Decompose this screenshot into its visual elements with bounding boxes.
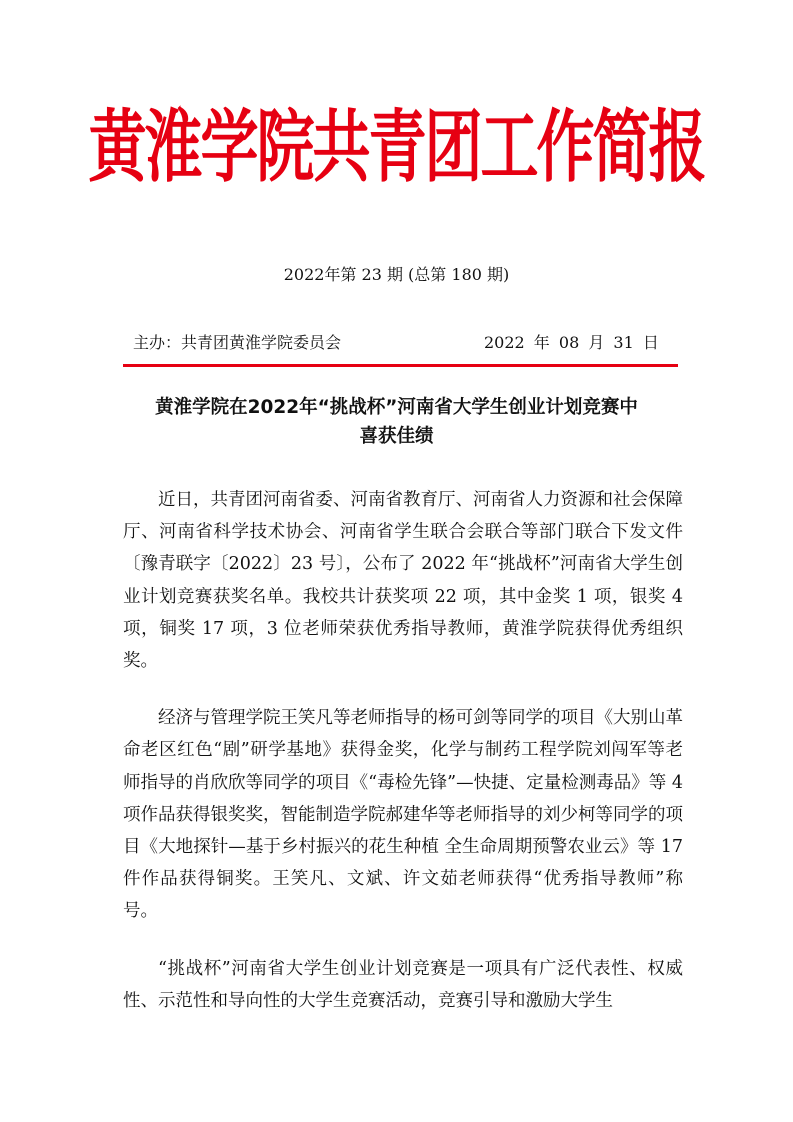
body-paragraph: “挑战杯”河南省大学生创业计划竞赛是一项具有广泛代表性、权威性、示范性和导向性的大学生竞赛活动，竞赛引导和激励大学生 <box>123 958 683 1011</box>
publish-date: 2022 年 08 月 31 日 <box>484 333 659 352</box>
sponsor-line: 主办：共青团黄淮学院委员会 <box>133 333 342 352</box>
article-headline <box>110 393 683 451</box>
article-body <box>123 484 683 1042</box>
masthead-title: 黄淮学院共青团工作简报 <box>88 101 705 194</box>
issue-number: 2022年第 23 期 (总第 180 期) <box>283 265 510 284</box>
header-divider <box>123 364 678 367</box>
headline-line-2: 喜获佳绩 <box>359 426 434 447</box>
body-paragraph: 经济与管理学院王笑凡等老师指导的杨可剑等同学的项目《大别山革命老区红色“剧”研学基地》获得金奖，化学与制药工程学院刘闯军等老师指导的肖欣欣等同学的项目《“毒检先锋”—快捷、定量检测毒品》等 4 项作品获得银奖奖，智能制造学院郝建华等老师指导的刘少柯等同学的项目《大地探针—基于乡村振兴的花生种植 全生命周期预警农业云》等 17 件作品获得铜奖。王笑凡、文斌、许文茹老师获得“优秀指导教师”称号。 <box>123 708 683 922</box>
headline-line-1: 黄淮学院在2022年“挑战杯”河南省大学生创业计划竞赛中 <box>155 397 638 418</box>
body-paragraph: 近日，共青团河南省委、河南省教育厅、河南省人力资源和社会保障厅、河南省科学技术协会、河南省学生联合会联合等部门联合下发文件〔豫青联字〔2022〕23 号〕，公布了 2022 年“挑战杯”河南省大学生创业计划竞赛获奖名单。我校共计获奖项 22 项，其中金奖 1 项，银奖 4 项，铜奖 17 项，3 位老师荣获优秀指导教师，黄淮学院获得优秀组织奖。 <box>123 490 683 672</box>
